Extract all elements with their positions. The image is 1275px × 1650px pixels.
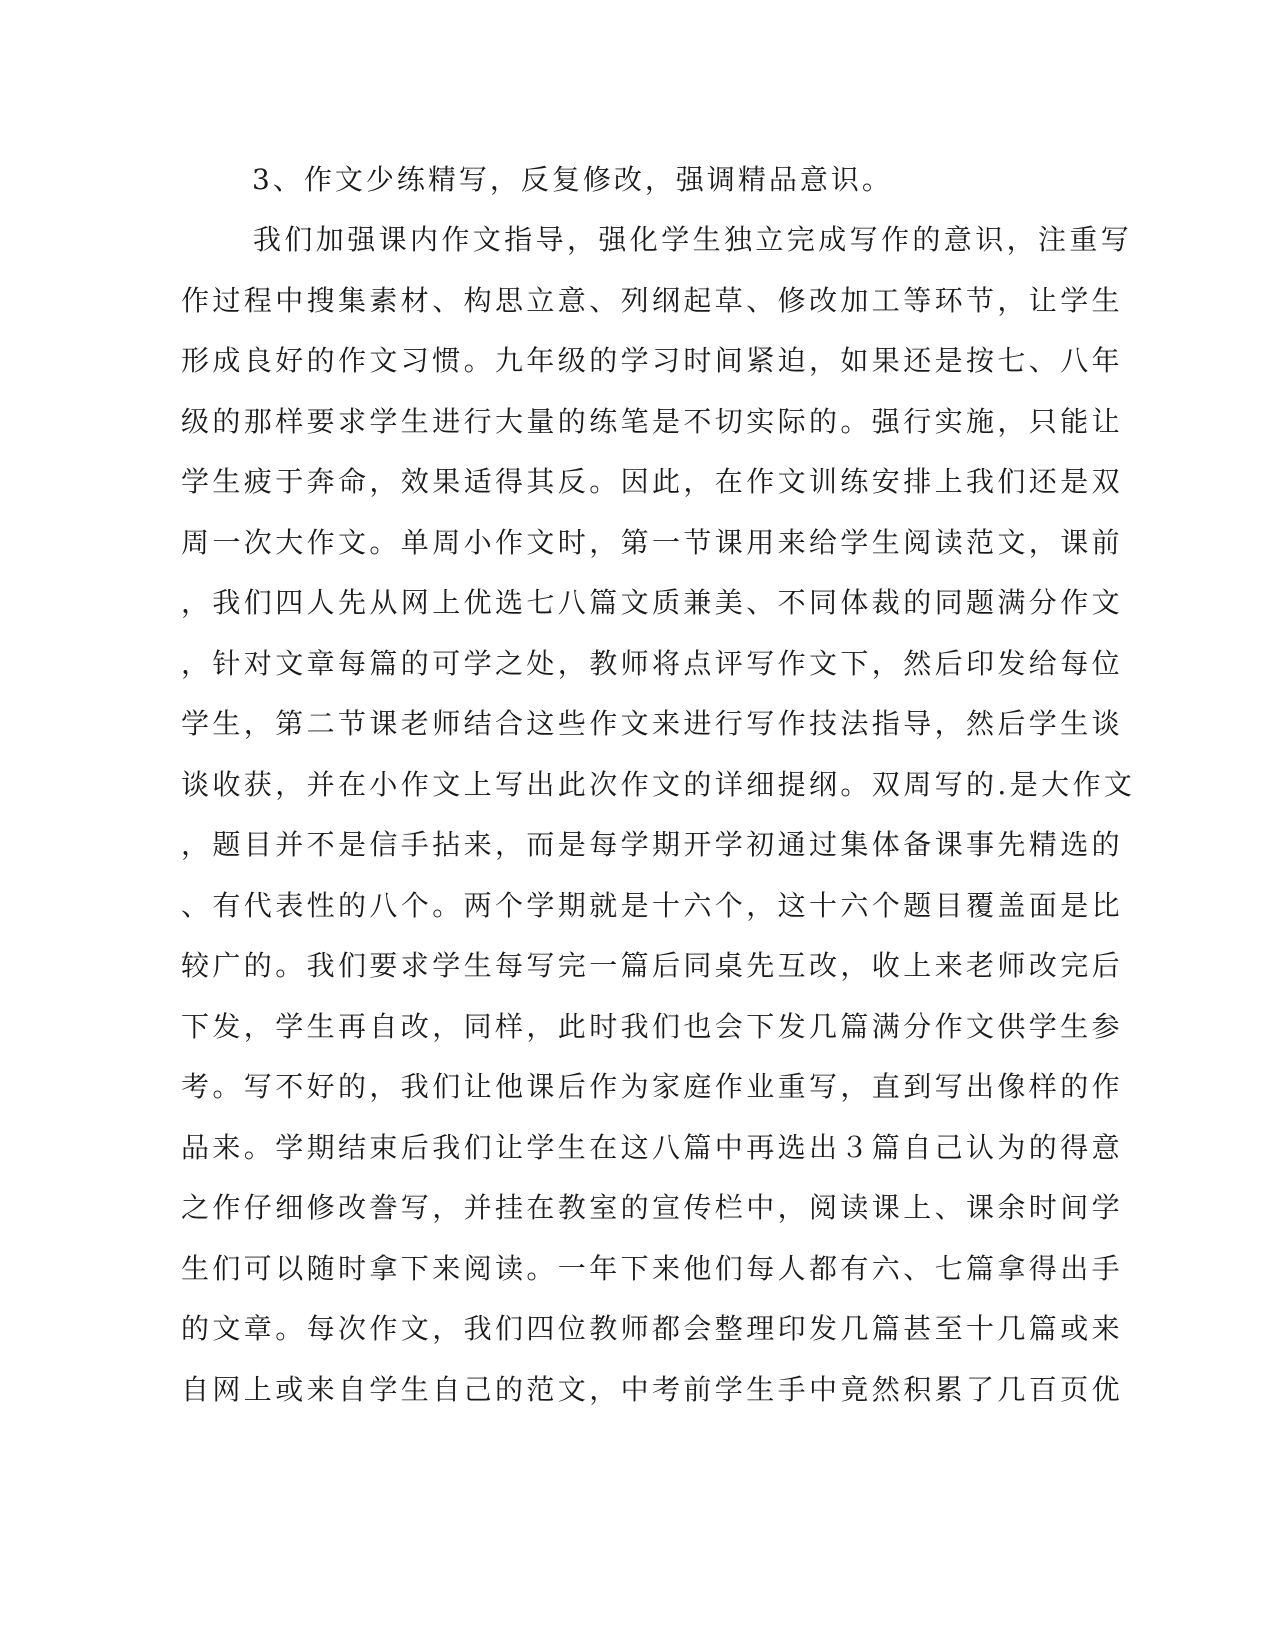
text-line: ，我们四人先从网上优选七八篇文质兼美、不同体裁的同题满分作文 (181, 586, 1124, 619)
text-line: 品来。学期结束后我们让学生在这八篇中再选出３篇自己认为的得意 (181, 1130, 1124, 1164)
text-line: ，题目并不是信手拈来，而是每学期开学初通过集体备课事先精选的 (181, 828, 1124, 861)
paragraph-body (181, 218, 1136, 1428)
text-line: 、有代表性的八个。两个学期就是十六个，这十六个题目覆盖面是比 (181, 888, 1124, 922)
text-line: ，针对文章每篇的可学之处，教师将点评写作文下，然后印发给每位 (181, 646, 1124, 680)
text-line: 下发，学生再自改，同样，此时我们也会下发几篇满分作文供学生参 (181, 1009, 1124, 1043)
text-line: 学生疲于奔命，效果适得其反。因此，在作文训练安排上我们还是双 (181, 465, 1124, 498)
text-line: 学生，第二节课老师结合这些作文来进行写作技法指导，然后学生谈 (181, 707, 1124, 740)
text-line: 生们可以随时拿下来阅读。一年下来他们每人都有六、七篇拿得出手 (181, 1251, 1124, 1285)
text-line: 形成良好的作文习惯。九年级的学习时间紧迫，如果还是按七、八年 (181, 344, 1124, 377)
text-line: 的文章。每次作文，我们四位教师都会整理印发几篇甚至十几篇或来 (181, 1312, 1124, 1345)
text-line: 考。写不好的，我们让他课后作为家庭作业重写，直到写出像样的作 (181, 1070, 1124, 1103)
text-line: 我们加强课内作文指导，强化学生独立完成写作的意识，注重写 (253, 223, 1133, 256)
text-line: 之作仔细修改誊写，并挂在教室的宣传栏中，阅读课上、课余时间学 (181, 1191, 1124, 1224)
section-heading: 3、作文少练精写，反复修改，强调精品意识。 (252, 163, 893, 196)
text-line: 级的那样要求学生进行大量的练笔是不切实际的。强行实施，只能让 (181, 404, 1124, 438)
text-line: 自网上或来自学生自己的范文，中考前学生手中竟然积累了几百页优 (181, 1372, 1124, 1406)
text-line: 周一次大作文。单周小作文时，第一节课用来给学生阅读范文，课前 (181, 525, 1124, 559)
text-line: 作过程中搜集素材、构思立意、列纲起草、修改加工等环节，让学生 (181, 283, 1124, 317)
text-line: 较广的。我们要求学生每写完一篇后同桌先互改，收上来老师改完后 (181, 949, 1124, 982)
text-line: 谈收获，并在小作文上写出此次作文的详细提纲。双周写的.是大作文 (181, 767, 1136, 801)
